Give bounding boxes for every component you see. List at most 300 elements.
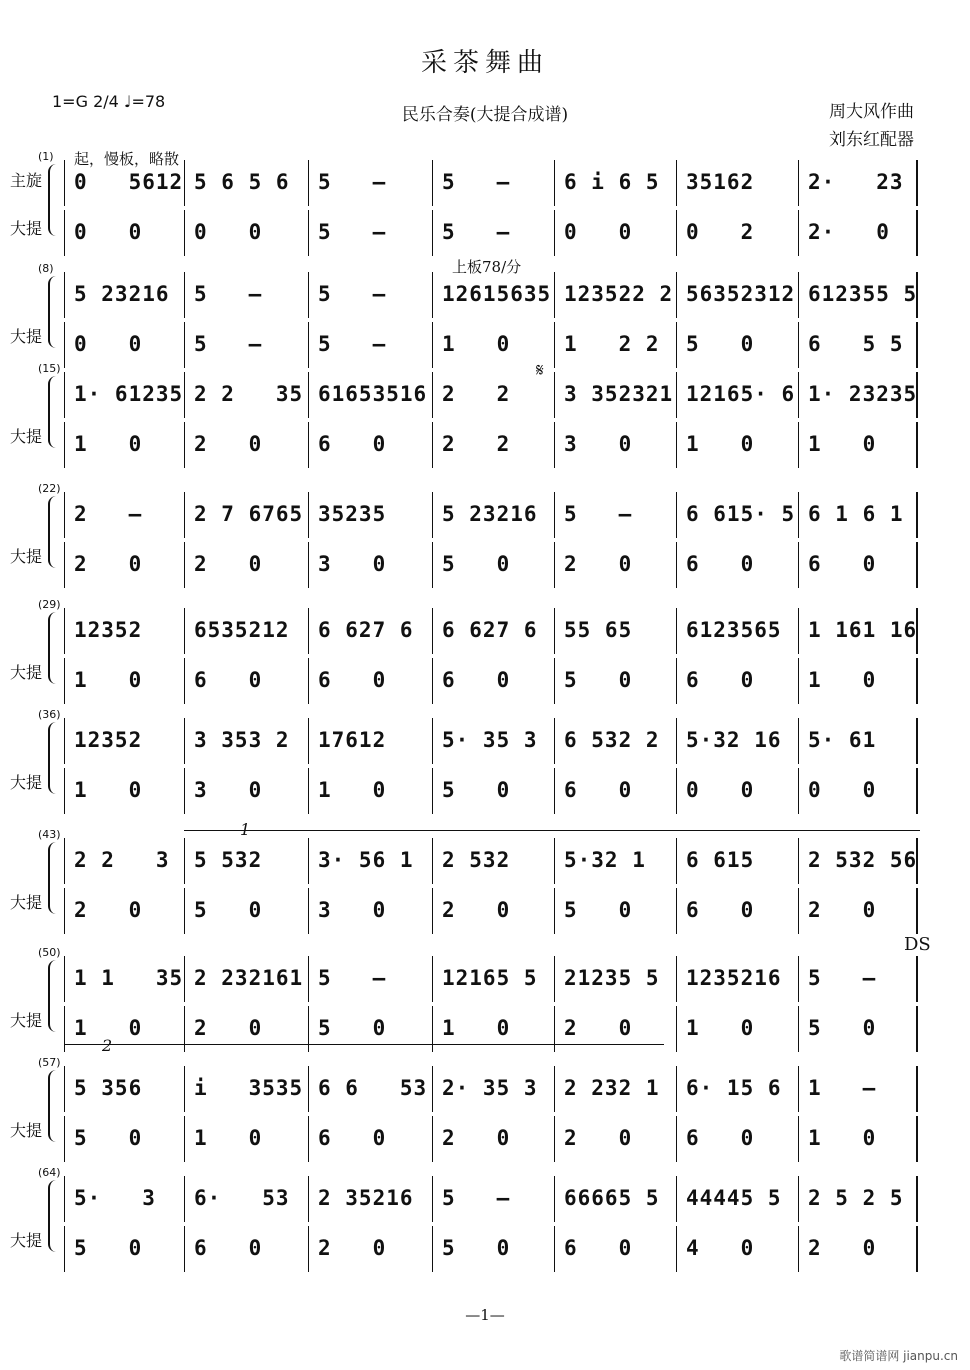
credits: [829, 98, 914, 154]
measure: 2 0: [442, 898, 511, 922]
intro-marking: 起，慢板，略散: [74, 150, 180, 168]
instrument-label-cello: 大提: [10, 893, 43, 912]
barline: [308, 838, 309, 884]
measure: 3· 56 1: [318, 848, 414, 872]
measure: 12352: [74, 618, 143, 642]
measure: 2 0: [564, 1126, 633, 1150]
instrument-label-melody: 主旋: [10, 171, 43, 190]
measure: 6 1 6 1: [808, 502, 904, 526]
system-brace: [48, 842, 60, 914]
measure: 0 2: [686, 220, 755, 244]
measure: 0 0: [686, 778, 755, 802]
measure: 4 0: [686, 1236, 755, 1260]
barline: [916, 768, 918, 814]
measure: 21235 5: [564, 966, 660, 990]
barline: [676, 422, 677, 468]
melody-staff: [64, 492, 916, 538]
measure: 1 2 2: [564, 332, 660, 356]
measure: 6 0: [564, 778, 633, 802]
barline: [916, 1226, 918, 1272]
melody-staff: [64, 956, 916, 1002]
cello-staff: [64, 1116, 916, 1162]
instrument-label-cello: 大提: [10, 327, 43, 346]
barline: [554, 492, 555, 538]
measure: 3 352321: [564, 382, 674, 406]
barline: [64, 492, 65, 538]
measure: 66665 5: [564, 1186, 660, 1210]
measure: 2 0: [564, 1016, 633, 1040]
composer: 周大风作曲: [829, 102, 914, 122]
measure: 2 2 3: [74, 848, 170, 872]
measure: 5 532: [194, 848, 263, 872]
barline: [308, 718, 309, 764]
measure: 12165· 6: [686, 382, 796, 406]
measure: 2 232 1: [564, 1076, 660, 1100]
barline: [554, 210, 555, 256]
barline: [916, 956, 918, 1002]
measure: 3 0: [318, 898, 387, 922]
barline: [916, 1006, 918, 1052]
measure: 6 532 2: [564, 728, 660, 752]
measure: 2 35216: [318, 1186, 414, 1210]
melody-staff: [64, 1176, 916, 1222]
barline: [916, 422, 918, 468]
measure: 1 1 35: [74, 966, 184, 990]
system-brace: [48, 1070, 60, 1142]
measure: 6 627 6: [442, 618, 538, 642]
barline: [554, 1226, 555, 1272]
barline: [184, 160, 185, 206]
barline: [676, 956, 677, 1002]
measure: 5 0: [194, 898, 263, 922]
barline: [798, 1176, 799, 1222]
measure: 123522 2: [564, 282, 674, 306]
measure: 5 –: [318, 966, 387, 990]
measure: 6 0: [686, 668, 755, 692]
measure: 5 –: [194, 332, 263, 356]
measure: 5· 61: [808, 728, 877, 752]
measure: 2 –: [74, 502, 143, 526]
key-signature: 1=G 2/4 ♩=78: [52, 92, 166, 111]
barline: [308, 768, 309, 814]
barline: [916, 210, 918, 256]
barline: [554, 542, 555, 588]
barline: [308, 1006, 309, 1052]
barline: [916, 1066, 918, 1112]
system-brace: [48, 960, 60, 1032]
barline: [308, 1226, 309, 1272]
barline: [432, 718, 433, 764]
volta-label: 2: [102, 1036, 113, 1055]
barline: [916, 1176, 918, 1222]
measure: 6 0: [318, 1126, 387, 1150]
instrument-label-cello: 大提: [10, 1121, 43, 1140]
measure: 1 0: [442, 1016, 511, 1040]
melody-staff: [64, 1066, 916, 1112]
measure-number: (29): [38, 598, 61, 611]
barline: [308, 542, 309, 588]
system-brace: [48, 376, 60, 448]
measure: 3 0: [564, 432, 633, 456]
measure: 2 0: [194, 432, 263, 456]
measure: 2 232161: [194, 966, 304, 990]
measure: 0 5612: [74, 170, 184, 194]
barline: [64, 1226, 65, 1272]
measure: 1· 23235: [808, 382, 918, 406]
instrument-label-cello: 大提: [10, 219, 43, 238]
instrument-label-cello: 大提: [10, 1011, 43, 1030]
barline: [676, 1226, 677, 1272]
measure: 6 0: [442, 668, 511, 692]
measure: 1 161 16: [808, 618, 918, 642]
cello-staff: [64, 888, 916, 934]
barline: [64, 658, 65, 704]
barline: [554, 768, 555, 814]
barline: [916, 658, 918, 704]
cello-staff: [64, 210, 916, 256]
barline: [308, 160, 309, 206]
barline: [432, 1066, 433, 1112]
barline: [554, 608, 555, 654]
barline: [64, 888, 65, 934]
barline: [554, 1066, 555, 1112]
volta-label: 1: [240, 820, 251, 839]
measure: 1 0: [74, 668, 143, 692]
barline: [676, 210, 677, 256]
measure: 5 0: [442, 778, 511, 802]
measure: 5 –: [442, 220, 511, 244]
barline: [432, 956, 433, 1002]
barline: [916, 718, 918, 764]
measure: 35162: [686, 170, 755, 194]
instrument-label-cello: 大提: [10, 427, 43, 446]
measure: 6 5 5: [808, 332, 904, 356]
measure: 2 0: [442, 1126, 511, 1150]
cello-staff: [64, 658, 916, 704]
instrument-label-cello: 大提: [10, 547, 43, 566]
measure: 5 0: [74, 1126, 143, 1150]
measure: 5 356: [74, 1076, 143, 1100]
barline: [554, 838, 555, 884]
barline: [916, 888, 918, 934]
barline: [308, 1066, 309, 1112]
measure: 2 0: [194, 1016, 263, 1040]
barline: [64, 210, 65, 256]
measure-number: (8): [38, 262, 54, 275]
barline: [184, 492, 185, 538]
barline: [554, 1116, 555, 1162]
barline: [676, 1006, 677, 1052]
segno-mark: 𝄋: [536, 360, 544, 381]
measure: 1 0: [318, 778, 387, 802]
barline: [676, 542, 677, 588]
measure: 5 –: [564, 502, 633, 526]
measure: 1· 61235: [74, 382, 184, 406]
barline: [798, 768, 799, 814]
barline: [554, 422, 555, 468]
system-brace: [48, 164, 60, 236]
measure: 5 23216: [442, 502, 538, 526]
measure: 2· 23: [808, 170, 904, 194]
barline: [184, 272, 185, 318]
system: [0, 708, 970, 808]
system-brace: [48, 722, 60, 794]
measure: 5 0: [442, 552, 511, 576]
barline: [554, 956, 555, 1002]
measure: 5·32 16: [686, 728, 782, 752]
system: [0, 258, 970, 362]
measure: 3 353 2: [194, 728, 290, 752]
measure: 3 0: [194, 778, 263, 802]
barline: [798, 658, 799, 704]
measure: 2 7 6765: [194, 502, 304, 526]
system: [0, 150, 970, 250]
cello-staff: [64, 1006, 916, 1052]
measure: 5· 3: [74, 1186, 156, 1210]
measure: 2 2 35: [194, 382, 304, 406]
instrument-label-cello: 大提: [10, 773, 43, 792]
barline: [676, 768, 677, 814]
barline: [64, 422, 65, 468]
barline: [432, 372, 433, 418]
barline: [308, 1176, 309, 1222]
measure: 2 0: [318, 1236, 387, 1260]
barline: [676, 272, 677, 318]
system: [0, 934, 970, 1046]
barline: [184, 1176, 185, 1222]
barline: [554, 1006, 555, 1052]
measure: 3 0: [318, 552, 387, 576]
barline: [554, 272, 555, 318]
measure-number: (50): [38, 946, 61, 959]
measure: 1 –: [808, 1076, 877, 1100]
measure: 5 –: [808, 966, 877, 990]
barline: [554, 1176, 555, 1222]
measure: 5 0: [442, 1236, 511, 1260]
measure: 5 6 5 6: [194, 170, 290, 194]
cello-staff: [64, 1226, 916, 1272]
barline: [64, 1116, 65, 1162]
measure: 6 i 6 5: [564, 170, 660, 194]
melody-staff: [64, 160, 916, 206]
measure: 5 –: [442, 1186, 511, 1210]
barline: [184, 838, 185, 884]
measure: 5 –: [194, 282, 263, 306]
measure: 6· 53: [194, 1186, 290, 1210]
measure: 2· 35 3: [442, 1076, 538, 1100]
barline: [184, 1066, 185, 1112]
melody-staff: [64, 272, 916, 318]
measure: 6 0: [318, 668, 387, 692]
score-title: 采茶舞曲: [420, 48, 549, 78]
measure: 5 0: [318, 1016, 387, 1040]
measure: 0 0: [74, 332, 143, 356]
measure: 56352312: [686, 282, 796, 306]
measure: 5 0: [808, 1016, 877, 1040]
measure: 1 0: [808, 668, 877, 692]
barline: [308, 608, 309, 654]
barline: [184, 1116, 185, 1162]
barline: [432, 1176, 433, 1222]
barline: [64, 1176, 65, 1222]
measure: 2 0: [74, 552, 143, 576]
barline: [798, 160, 799, 206]
barline: [308, 658, 309, 704]
measure: 1 0: [74, 1016, 143, 1040]
barline: [432, 542, 433, 588]
barline: [432, 658, 433, 704]
measure: 1 0: [808, 432, 877, 456]
barline: [798, 210, 799, 256]
measure: 0 0: [194, 220, 263, 244]
barline: [64, 1006, 65, 1052]
volta-bracket: [64, 1044, 664, 1045]
measure: 612355 5: [808, 282, 918, 306]
system: [0, 362, 970, 462]
measure: 1 0: [686, 1016, 755, 1040]
measure: 44445 5: [686, 1186, 782, 1210]
barline: [432, 1226, 433, 1272]
measure-number: (64): [38, 1166, 61, 1179]
barline: [308, 272, 309, 318]
measure: 5 23216: [74, 282, 170, 306]
barline: [432, 422, 433, 468]
system: [0, 1036, 970, 1156]
measure: 55 65: [564, 618, 633, 642]
system-brace: [48, 496, 60, 568]
barline: [64, 838, 65, 884]
barline: [64, 608, 65, 654]
score-subtitle: 民乐合奏(大提合成谱): [401, 105, 569, 125]
barline: [308, 422, 309, 468]
barline: [432, 272, 433, 318]
barline: [308, 1116, 309, 1162]
measure: 5 –: [318, 282, 387, 306]
measure: 6 627 6: [318, 618, 414, 642]
tempo-change-marking: 上板78/分: [452, 258, 522, 276]
measure: i 3535: [194, 1076, 304, 1100]
measure-number: (43): [38, 828, 61, 841]
measure: 6 0: [194, 668, 263, 692]
system-brace: [48, 1180, 60, 1252]
barline: [798, 838, 799, 884]
barline: [916, 492, 918, 538]
barline: [798, 1226, 799, 1272]
barline: [554, 160, 555, 206]
measure: 6 6 53: [318, 1076, 428, 1100]
barline: [798, 718, 799, 764]
barline: [676, 372, 677, 418]
measure: 6· 15 6: [686, 1076, 782, 1100]
dal-segno-mark: DS: [904, 934, 931, 955]
barline: [184, 1006, 185, 1052]
measure: 12615635: [442, 282, 552, 306]
measure-number: (1): [38, 150, 54, 163]
barline: [798, 272, 799, 318]
barline: [798, 422, 799, 468]
barline: [554, 888, 555, 934]
measure: 0 0: [564, 220, 633, 244]
barline: [554, 718, 555, 764]
arranger: 刘东红配器: [829, 130, 914, 150]
measure: 61653516: [318, 382, 428, 406]
measure: 6535212: [194, 618, 290, 642]
measure: 2 5 2 5: [808, 1186, 904, 1210]
measure: 6 0: [564, 1236, 633, 1260]
measure: 5 0: [564, 898, 633, 922]
measure: 6 0: [194, 1236, 263, 1260]
measure: 6 0: [686, 552, 755, 576]
cello-staff: [64, 422, 916, 468]
barline: [64, 768, 65, 814]
barline: [432, 1006, 433, 1052]
barline: [554, 372, 555, 418]
barline: [184, 956, 185, 1002]
barline: [308, 956, 309, 1002]
system: [0, 482, 970, 582]
barline: [184, 658, 185, 704]
barline: [308, 492, 309, 538]
system-brace: [48, 612, 60, 684]
page-number: —1—: [465, 1306, 505, 1324]
barline: [184, 422, 185, 468]
measure: 2 532 56: [808, 848, 918, 872]
measure: 6 0: [686, 1126, 755, 1150]
barline: [432, 160, 433, 206]
measure: 12352: [74, 728, 143, 752]
barline: [798, 492, 799, 538]
melody-staff: [64, 718, 916, 764]
measure: 2 0: [194, 552, 263, 576]
barline: [184, 210, 185, 256]
melody-staff: [64, 838, 916, 884]
measure: 2· 0: [808, 220, 890, 244]
watermark: 歌谱简谱网 jianpu.cn: [839, 1349, 958, 1363]
barline: [184, 542, 185, 588]
measure-number: (57): [38, 1056, 61, 1069]
barline: [184, 372, 185, 418]
measure-number: (22): [38, 482, 61, 495]
barline: [676, 160, 677, 206]
measure: 6 0: [318, 432, 387, 456]
measure: 2 532: [442, 848, 511, 872]
measure: 1 0: [442, 332, 511, 356]
system: [0, 820, 970, 928]
measure: 6 0: [686, 898, 755, 922]
barline: [308, 372, 309, 418]
measure: 5 0: [74, 1236, 143, 1260]
measure: 2 2: [442, 432, 511, 456]
barline: [798, 1116, 799, 1162]
barline: [798, 542, 799, 588]
barline: [676, 658, 677, 704]
measure: 5·32 1: [564, 848, 646, 872]
barline: [64, 272, 65, 318]
barline: [798, 1006, 799, 1052]
barline: [432, 210, 433, 256]
barline: [64, 718, 65, 764]
barline: [798, 608, 799, 654]
instrument-label-cello: 大提: [10, 663, 43, 682]
barline: [916, 1116, 918, 1162]
measure: 6123565: [686, 618, 782, 642]
barline: [676, 1176, 677, 1222]
barline: [308, 210, 309, 256]
barline: [432, 1116, 433, 1162]
measure-number: (15): [38, 362, 61, 375]
measure: 1 0: [194, 1126, 263, 1150]
barline: [64, 160, 65, 206]
